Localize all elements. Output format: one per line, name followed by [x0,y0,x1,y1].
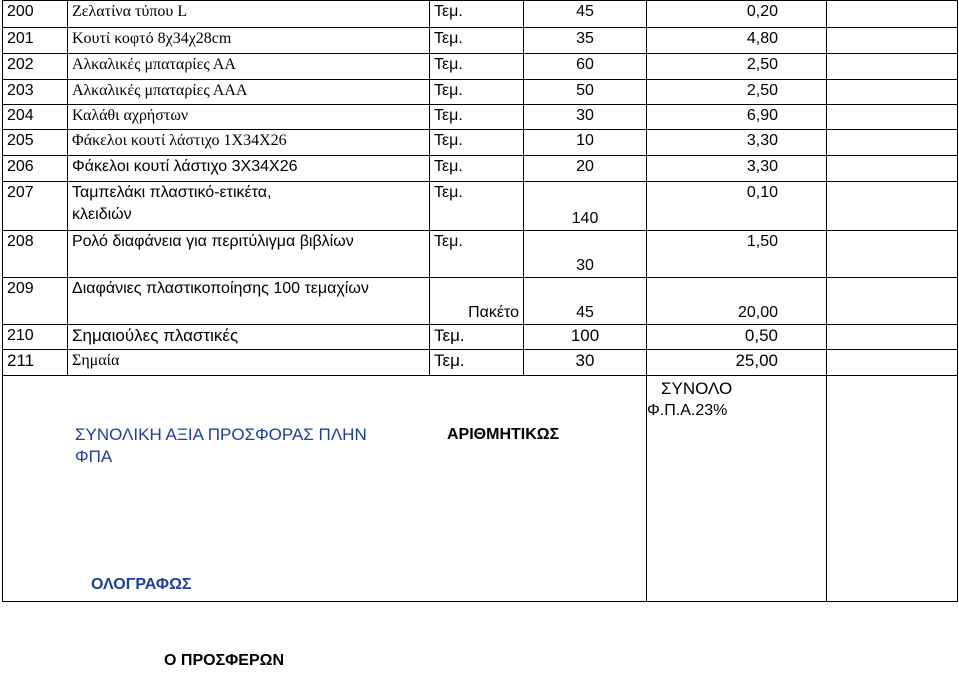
table-row [3,278,958,325]
item-quantity: 30 [524,231,647,278]
table-row [3,156,958,182]
item-quantity: 60 [524,54,647,80]
item-quantity: 10 [524,130,647,156]
item-price: 6,90 [647,105,827,130]
item-total [827,156,958,182]
table-row [3,28,958,54]
item-total [827,130,958,156]
item-description: Ρολό διαφάνεια για περιτύλιγμα βιβλίων [68,231,430,278]
item-total [827,28,958,54]
table-row [3,130,958,156]
item-price: 1,50 [647,231,827,278]
item-total [827,231,958,278]
item-price: 4,80 [647,28,827,54]
item-quantity: 45 [524,1,647,28]
item-quantity: 30 [524,105,647,130]
item-description: Ταμπελάκι πλαστικό-ετικέτα, κλειδιών [68,182,430,231]
item-description: Αλκαλικές μπαταρίες ΑΑΑ [68,80,430,105]
offer-table-body [3,1,958,602]
item-quantity: 30 [524,350,647,376]
item-description: Σημαιούλες πλαστικές [68,325,430,350]
table-row [3,105,958,130]
item-quantity: 50 [524,80,647,105]
item-price: 0,20 [647,1,827,28]
item-quantity: 20 [524,156,647,182]
item-price: 25,00 [647,350,827,376]
item-quantity: 35 [524,28,647,54]
sum-label: ΣΥΝΟΛΟ [661,379,733,398]
item-description: Ζελατίνα τύπου L [68,1,430,28]
item-description: Φάκελοι κουτί λάστιχο 1Χ34Χ26 [68,130,430,156]
item-unit: Τεμ. [430,80,524,105]
item-number: 210 [3,325,68,350]
item-quantity: 140 [524,182,647,231]
item-number: 200 [3,1,68,28]
table-row [3,54,958,80]
table-row [3,350,958,376]
in-words-label: ΟΛΟΓΡΑΦΩΣ [91,576,192,593]
item-price: 20,00 [647,278,827,325]
item-price: 3,30 [647,156,827,182]
item-price: 0,10 [647,182,827,231]
item-number: 206 [3,156,68,182]
summary-values [827,376,958,602]
item-number: 203 [3,80,68,105]
table-row [3,182,958,231]
item-description: Αλκαλικές μπαταρίες ΑΑ [68,54,430,80]
item-unit: Τεμ. [430,325,524,350]
item-description: Καλάθι αχρήστων [68,105,430,130]
table-row [3,80,958,105]
item-unit: Τεμ. [430,231,524,278]
item-unit: Τεμ. [430,156,524,182]
summary-row [3,376,958,602]
item-total [827,105,958,130]
item-unit: Τεμ. [430,130,524,156]
item-price: 2,50 [647,80,827,105]
item-unit: Τεμ. [430,54,524,80]
item-unit: Τεμ. [430,182,524,231]
item-total [827,182,958,231]
item-number: 208 [3,231,68,278]
item-total [827,1,958,28]
offer-total-label: ΣΥΝΟΛΙΚΗ ΑΞΙΑ ΠΡΟΣΦΟΡΑΣ ΠΛΗΝ ΦΠΑ [75,425,367,466]
item-number: 207 [3,182,68,231]
table-row [3,231,958,278]
item-total [827,80,958,105]
item-number: 204 [3,105,68,130]
bidder-title: Ο ΠΡΟΣΦΕΡΩΝ [164,652,285,669]
item-number: 205 [3,130,68,156]
item-description: Σημαία [68,350,430,376]
item-unit: Τεμ. [430,350,524,376]
item-number: 211 [3,350,68,376]
item-price: 2,50 [647,54,827,80]
item-total [827,54,958,80]
item-unit: Τεμ. [430,105,524,130]
item-price: 3,30 [647,130,827,156]
offer-table [2,0,958,602]
item-description: Διαφάνιες πλαστικοποίησης 100 τεμαχίων [68,278,430,325]
numeric-label: ΑΡΙΘΜΗΤΙΚΩΣ [447,426,560,443]
item-quantity: 100 [524,325,647,350]
table-row [3,1,958,28]
item-description: Φάκελοι κουτί λάστιχο 3Χ34Χ26 [68,156,430,182]
item-number: 209 [3,278,68,325]
vat-label: Φ.Π.Α.23% [647,402,728,419]
summary-left [3,376,647,602]
item-unit: Τεμ. [430,1,524,28]
item-number: 201 [3,28,68,54]
item-total [827,350,958,376]
item-quantity: 45 [524,278,647,325]
item-number: 202 [3,54,68,80]
table-row [3,325,958,350]
item-total [827,278,958,325]
item-total [827,325,958,350]
item-unit: Πακέτο [430,278,524,325]
summary-labels [647,376,827,602]
item-unit: Τεμ. [430,28,524,54]
item-description: Κουτί κοφτό 8χ34χ28cm [68,28,430,54]
item-price: 0,50 [647,325,827,350]
